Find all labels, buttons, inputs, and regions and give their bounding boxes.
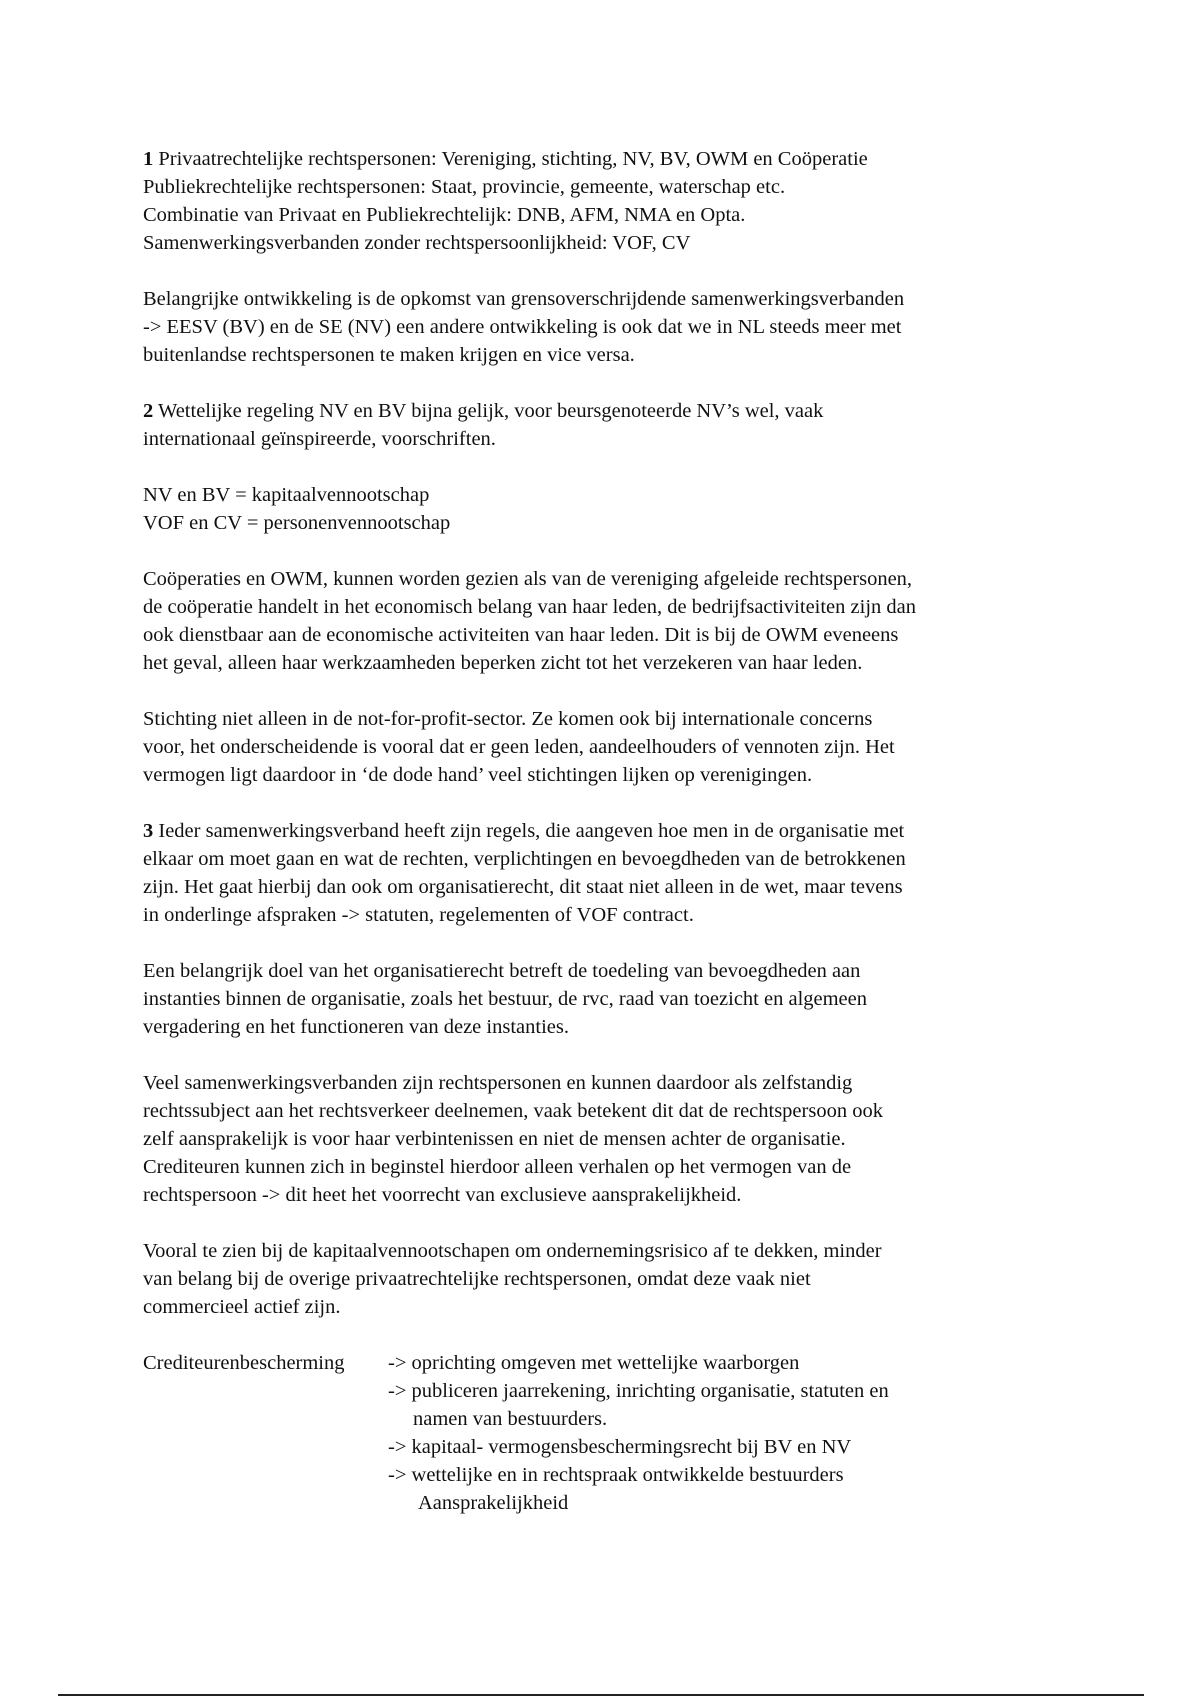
paragraph-line: het geval, alleen haar werkzaamheden beperken zicht tot het verzekeren van haar leden.	[143, 652, 863, 674]
creditor-protection-item: namen van bestuurders.	[413, 1408, 608, 1430]
creditor-protection-item: -> publiceren jaarrekening, inrichting organisatie, statuten en	[388, 1380, 889, 1402]
paragraph-ontwikkeling	[143, 285, 1073, 369]
section-number: 3	[143, 820, 154, 842]
paragraph-line: zelf aansprakelijk is voor haar verbintenissen en niet de mensen achter de organisatie.	[143, 1128, 846, 1150]
footer-divider	[58, 1694, 1144, 1696]
paragraph-doel	[143, 957, 1073, 1041]
paragraph-line: ook dienstbaar aan de economische activiteiten van haar leden. Dit is bij de OWM eveneens	[143, 624, 899, 646]
section-number: 1	[143, 148, 154, 170]
section-1-line: Publiekrechtelijke rechtspersonen: Staat, provincie, gemeente, waterschap etc.	[143, 176, 786, 198]
creditor-protection-row	[143, 1433, 1073, 1461]
paragraph-vooral	[143, 1237, 1073, 1321]
creditor-protection-item: -> wettelijke en in rechtspraak ontwikkelde bestuurders	[388, 1464, 844, 1486]
section-1	[143, 145, 1073, 257]
creditor-protection	[143, 1349, 1073, 1517]
paragraph-line: Een belangrijk doel van het organisatierecht betreft de toedeling van bevoegdheden aan	[143, 960, 861, 982]
paragraph-line: vergadering en het functioneren van deze instanties.	[143, 1016, 569, 1038]
creditor-protection-row	[143, 1377, 1073, 1405]
section-number: 2	[143, 400, 154, 422]
section-2-line: 2 Wettelijke regeling NV en BV bijna gelijk, voor beursgenoteerde NV’s wel, vaak	[143, 400, 824, 422]
creditor-protection-item: -> kapitaal- vermogensbeschermingsrecht bij BV en NV	[388, 1436, 852, 1458]
section-3-line: 3 Ieder samenwerkingsverband heeft zijn regels, die aangeven hoe men in de organisatie met	[143, 820, 905, 842]
definition-line: VOF en CV = personenvennootschap	[143, 512, 451, 534]
paragraph-line: rechtssubject aan het rechtsverkeer deelnemen, vaak betekent dit dat de rechtspersoon ook	[143, 1100, 883, 1122]
creditor-protection-row	[143, 1461, 1073, 1489]
paragraph-line: van belang bij de overige privaatrechtelijke rechtspersonen, omdat deze vaak niet	[143, 1268, 811, 1290]
section-3-line: zijn. Het gaat hierbij dan ook om organisatierecht, dit staat niet alleen in de wet, maar tevens	[143, 876, 903, 898]
paragraph-line: Stichting niet alleen in de not-for-profit-sector. Ze komen ook bij internationale concerns	[143, 708, 873, 730]
paragraph-line: Vooral te zien bij de kapitaalvennootschapen om ondernemingsrisico af te dekken, minder	[143, 1240, 882, 1262]
paragraph-rechtspersonen	[143, 1069, 1073, 1209]
section-3-line: in onderlinge afspraken -> statuten, regelementen of VOF contract.	[143, 904, 694, 926]
paragraph-cooperaties	[143, 565, 1073, 677]
section-3	[143, 817, 1073, 929]
paragraph-line: vermogen ligt daardoor in ‘de dode hand’ veel stichtingen lijken op verenigingen.	[143, 764, 813, 786]
paragraph-line: voor, het onderscheidende is vooral dat er geen leden, aandeelhouders of vennoten zijn. Het	[143, 736, 895, 758]
creditor-protection-label: Crediteurenbescherming	[143, 1352, 345, 1374]
paragraph-line: de coöperatie handelt in het economisch belang van haar leden, de bedrijfsactiviteiten zijn dan	[143, 596, 916, 618]
definition-line: NV en BV = kapitaalvennootschap	[143, 484, 430, 506]
paragraph-line: commercieel actief zijn.	[143, 1296, 341, 1318]
section-1-line: 1 Privaatrechtelijke rechtspersonen: Vereniging, stichting, NV, BV, OWM en Coöperatie	[143, 148, 868, 170]
section-2	[143, 397, 1073, 453]
paragraph-line: instanties binnen de organisatie, zoals het bestuur, de rvc, raad van toezicht en algemeen	[143, 988, 868, 1010]
creditor-protection-row	[143, 1405, 1073, 1433]
section-3-line: elkaar om moet gaan en wat de rechten, verplichtingen en bevoegdheden van de betrokkenen	[143, 848, 906, 870]
creditor-protection-row	[143, 1349, 1073, 1377]
paragraph-stichting	[143, 705, 1073, 789]
paragraph-line: Coöperaties en OWM, kunnen worden gezien als van de vereniging afgeleide rechtspersonen,	[143, 568, 913, 590]
paragraph-line: Crediteuren kunnen zich in beginstel hierdoor alleen verhalen op het vermogen van de	[143, 1156, 852, 1178]
paragraph-line: Belangrijke ontwikkeling is de opkomst van grensoverschrijdende samenwerkingsverbanden	[143, 288, 905, 310]
creditor-protection-item: Aansprakelijkheid	[418, 1492, 569, 1514]
document-page	[143, 145, 1073, 1545]
creditor-protection-item: -> oprichting omgeven met wettelijke waarborgen	[388, 1352, 800, 1374]
paragraph-line: buitenlandse rechtspersonen te maken krijgen en vice versa.	[143, 344, 635, 366]
section-1-line: Samenwerkingsverbanden zonder rechtspersoonlijkheid: VOF, CV	[143, 232, 691, 254]
section-2-line: internationaal geïnspireerde, voorschriften.	[143, 428, 496, 450]
creditor-protection-row	[143, 1489, 1073, 1517]
paragraph-line: -> EESV (BV) en de SE (NV) een andere ontwikkeling is ook dat we in NL steeds meer met	[143, 316, 902, 338]
definitions	[143, 481, 1073, 537]
paragraph-line: Veel samenwerkingsverbanden zijn rechtspersonen en kunnen daardoor als zelfstandig	[143, 1072, 853, 1094]
section-1-line: Combinatie van Privaat en Publiekrechtelijk: DNB, AFM, NMA en Opta.	[143, 204, 746, 226]
paragraph-line: rechtspersoon -> dit heet het voorrecht van exclusieve aansprakelijkheid.	[143, 1184, 742, 1206]
